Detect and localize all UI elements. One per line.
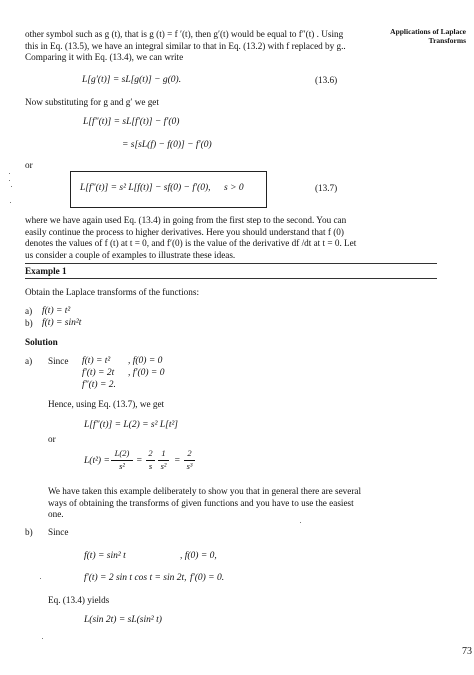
solution-a-line-1-left: f(t) = t² xyxy=(82,356,111,366)
remark-paragraph xyxy=(48,486,448,521)
result-fraction-1-denominator: s² xyxy=(119,461,125,471)
explanation-line-3: denotes the values of f (t) at t = 0, and f′(0) is the value of the derivative df /dt at t = 0. Let xyxy=(25,238,357,249)
result-fraction-3-denominator: s² xyxy=(160,461,167,471)
scan-speck xyxy=(9,173,10,174)
intro-line-3: Comparing it with Eq. (13.4), we can write xyxy=(25,52,184,63)
scan-speck xyxy=(40,578,41,579)
result-equals-1: = xyxy=(136,456,143,466)
solution-heading: Solution xyxy=(25,337,58,347)
part-b-label: b) xyxy=(25,318,33,328)
result-fraction-1-numerator: L(2) xyxy=(114,448,130,458)
running-header-line2: Transforms xyxy=(428,36,466,45)
example-heading: Example 1 xyxy=(25,266,67,276)
intro-line-1: other symbol such as g (t), that is g (t) = f ′(t), then g′(t) would be equal to f″(t) . Using xyxy=(25,29,344,39)
equation-number-13-7: (13.7) xyxy=(315,183,338,193)
result-equals-2: = xyxy=(174,456,181,466)
example-top-rule xyxy=(25,263,437,264)
solution-b-line-1-right: , f(0) = 0, xyxy=(180,551,217,561)
solution-a-line-1-right: , f(0) = 0 xyxy=(128,356,163,366)
result-fraction-2-denominator: s xyxy=(148,461,153,471)
equation-13-6: L[g′(t)] = sL[g(t)] − g(0). xyxy=(82,75,182,85)
explanation-paragraph xyxy=(25,215,425,261)
solution-a-line-2-right: , f′(0) = 0 xyxy=(128,368,165,378)
part-b-expression: f(t) = sin²t xyxy=(42,318,82,328)
result-fraction-3-numerator: 1 xyxy=(161,448,166,458)
equation-13-7-condition: s > 0 xyxy=(224,183,244,193)
equation-number-13-6: (13.6) xyxy=(315,75,338,85)
solution-part-b-label: b) xyxy=(25,527,33,537)
remark-line-3: one. xyxy=(48,509,64,520)
substitution-equation-line-1: L[f″(t)] = sL[f′(t)] − f′(0) xyxy=(83,117,180,127)
explanation-line-1: where we have again used Eq. (13.4) in going from the first step to the second. You can xyxy=(25,215,347,225)
solution-b-line-2-right: f′(0) = 0. xyxy=(190,573,225,583)
substitution-equation-line-2: = s[sL(f) − f(0)] − f′(0) xyxy=(122,140,212,150)
remark-line-1: We have taken this example deliberately to show you that in general there are several xyxy=(48,486,362,496)
or-connector: or xyxy=(25,160,33,170)
substitution-text: Now substituting for g and g′ we get xyxy=(25,97,159,107)
solution-or-connector: or xyxy=(48,434,56,444)
yields-equation: L(sin 2t) = sL(sin² t) xyxy=(84,615,162,625)
example-prompt: Obtain the Laplace transforms of the functions: xyxy=(25,287,199,297)
solution-part-a-since: Since xyxy=(48,356,69,366)
yields-text: Eq. (13.4) yields xyxy=(48,595,110,605)
solution-b-line-2-left: f′(t) = 2 sin t cos t = sin 2t, xyxy=(84,573,187,583)
scan-speck xyxy=(10,202,11,203)
equation-13-7: L[f″(t)] = s² L[f(t)] − sf(0) − f′(0), xyxy=(80,183,211,193)
running-header-line1: Applications of Laplace xyxy=(390,27,466,36)
solution-part-b-since: Since xyxy=(48,527,69,537)
scan-speck xyxy=(42,638,43,639)
solution-part-a-label: a) xyxy=(25,356,33,366)
intro-line-2: this in Eq. (13.5), we have an integral similar to that in Eq. (13.2) with f replaced by g.. xyxy=(25,40,346,51)
solution-a-line-3: f″(t) = 2. xyxy=(82,380,116,390)
example-bottom-rule xyxy=(25,278,437,279)
scan-speck xyxy=(300,522,301,523)
part-a-expression: f(t) = t² xyxy=(42,306,71,316)
remark-line-2: ways of obtaining the transforms of given functions and you have to use the easiest xyxy=(48,497,354,508)
solution-hence-text: Hence, using Eq. (13.7), we get xyxy=(48,399,165,409)
part-a-label: a) xyxy=(25,306,33,316)
result-fraction-2-numerator: 2 xyxy=(148,448,153,458)
scan-speck xyxy=(9,180,10,181)
solution-hence-equation: L[f″(t)] = L(2) = s² L[t²] xyxy=(84,420,179,430)
scan-speck xyxy=(11,186,12,187)
solution-b-line-1-left: f(t) = sin² t xyxy=(84,551,126,561)
intro-paragraph xyxy=(25,29,425,64)
result-fraction-4-numerator: 2 xyxy=(187,448,192,458)
result-fraction-4-denominator: s³ xyxy=(186,461,193,471)
explanation-line-2: easily continue the process to higher derivatives. Here you should understand that f (0) xyxy=(25,226,344,237)
solution-a-line-2-left: f′(t) = 2t xyxy=(82,368,115,378)
result-lhs: L(t²) = xyxy=(84,456,110,466)
explanation-line-4: us consider a couple of examples to illustrate these ideas. xyxy=(25,249,236,260)
page-number: 73 xyxy=(462,646,472,657)
